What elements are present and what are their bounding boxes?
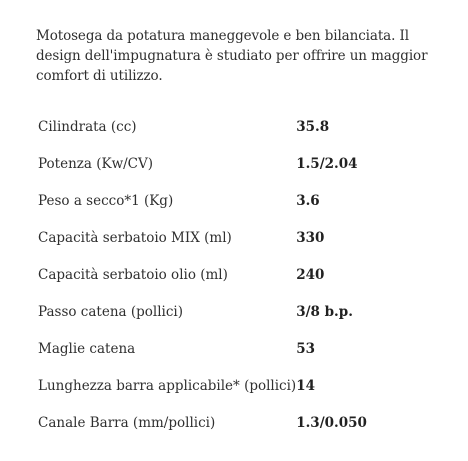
spec-label: Potenza (Kw/CV) [38, 155, 154, 172]
spec-value: 35.8 [296, 118, 330, 135]
spec-row-potenza [38, 145, 367, 182]
spec-value: 3/8 b.p. [296, 303, 353, 320]
spec-label: Capacità serbatoio olio (ml) [38, 266, 228, 283]
spec-row-lunghezza-barra [38, 367, 367, 404]
spec-label: Passo catena (pollici) [38, 303, 183, 320]
spec-value: 3.6 [296, 192, 320, 209]
spec-value: 14 [296, 377, 315, 394]
spec-value: 330 [296, 229, 325, 246]
spec-row-peso [38, 182, 367, 219]
spec-row-serbatoio-mix [38, 219, 367, 256]
spec-row-maglie-catena [38, 330, 367, 367]
spec-value: 240 [296, 266, 325, 283]
spec-value: 1.5/2.04 [296, 155, 358, 172]
spec-label: Lunghezza barra applicabile* (pollici) [38, 377, 297, 394]
spec-value: 53 [296, 340, 315, 357]
specs-table [38, 108, 367, 441]
spec-row-serbatoio-olio [38, 256, 367, 293]
spec-label: Canale Barra (mm/pollici) [38, 414, 216, 431]
spec-row-passo-catena [38, 293, 367, 330]
spec-label: Cilindrata (cc) [38, 118, 137, 135]
spec-row-canale-barra [38, 404, 367, 441]
spec-label: Peso a secco*1 (Kg) [38, 192, 174, 209]
spec-label: Capacità serbatoio MIX (ml) [38, 229, 232, 246]
spec-label: Maglie catena [38, 340, 136, 357]
product-description: Motosega da potatura maneggevole e ben bilanciata. Il design dell'impugnatura è studiato per offrire un maggior comfort di utilizzo. [36, 27, 428, 84]
spec-row-cilindrata [38, 108, 367, 145]
spec-value: 1.3/0.050 [296, 414, 367, 431]
